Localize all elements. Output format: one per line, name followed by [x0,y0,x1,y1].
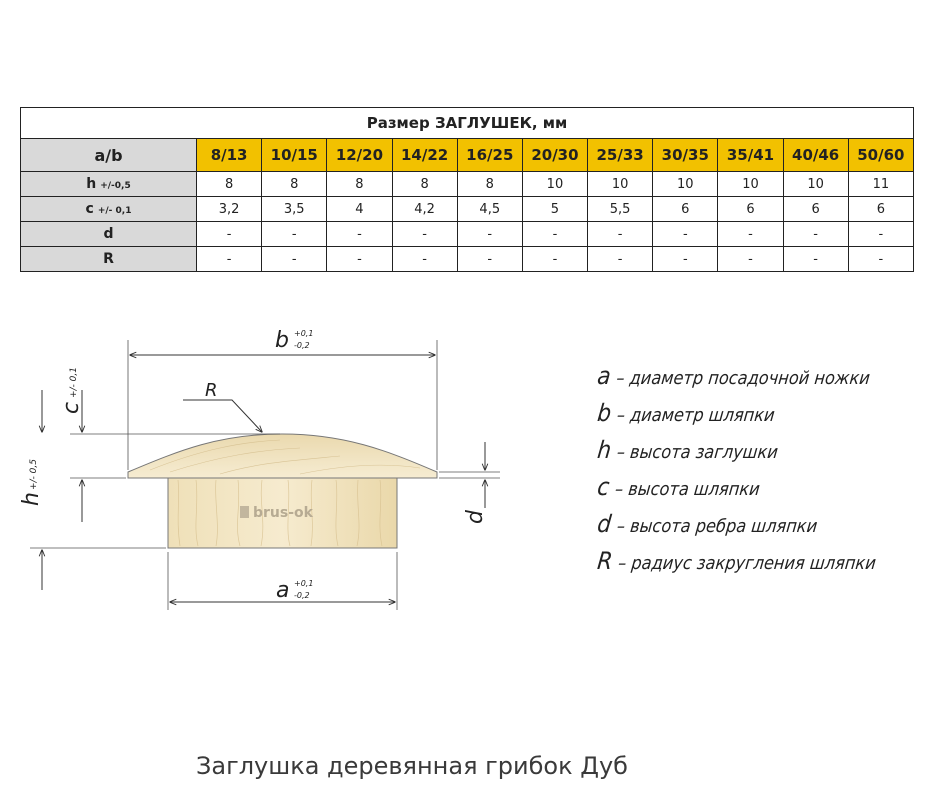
b-tol-bottom: -0,2 [294,341,310,350]
size-header: 20/30 [522,139,587,172]
table-cell: 3,5 [262,197,327,222]
size-header: 40/46 [783,139,848,172]
d-label: d [463,510,488,524]
table-cell: 10 [718,172,783,197]
table-cell: - [588,222,653,247]
legend-text: – высота заглушки [615,442,779,463]
legend-item [595,362,877,399]
header-label: a/b [21,139,197,172]
table-cell: - [653,247,718,272]
legend-text: – высота шляпки [613,479,761,500]
legend-text: – высота ребра шляпки [615,516,819,537]
table-cell: 10 [522,172,587,197]
size-header: 50/60 [848,139,913,172]
size-header: 14/22 [392,139,457,172]
legend-symbol: a [596,362,613,390]
a-tol-bottom: -0,2 [294,591,310,600]
size-header: 12/20 [327,139,392,172]
c-label: c [59,401,84,414]
row-label [21,222,197,247]
table-cell: 6 [783,197,848,222]
table-cell: - [718,247,783,272]
legend-text: – диаметр посадочной ножки [615,368,872,389]
row-tolerance: +/- 0,1 [97,206,132,216]
table-cell: 8 [197,172,262,197]
table-cell: 4 [327,197,392,222]
table-cell: 6 [848,197,913,222]
table-cell: - [197,222,262,247]
product-caption: Заглушка деревянная грибок Дуб [196,752,628,780]
size-header: 16/25 [457,139,522,172]
legend-symbol: h [596,436,613,464]
r-leader-line [183,400,262,432]
table-cell: - [197,247,262,272]
table-cell: 8 [327,172,392,197]
size-header: 25/33 [588,139,653,172]
r-label: R [205,380,218,401]
legend-item [595,399,877,436]
table-cell: 6 [653,197,718,222]
size-header: 30/35 [653,139,718,172]
legend-symbol: b [596,399,613,427]
table-cell: 5 [522,197,587,222]
table-cell: 11 [848,172,913,197]
row-label-text: d [103,226,114,242]
row-label-text: h [86,176,97,192]
table-cell: - [588,247,653,272]
watermark-logo-icon [240,506,249,518]
size-header: 8/13 [197,139,262,172]
table-cell: 4,5 [457,197,522,222]
table-cell: - [262,247,327,272]
size-table [20,107,914,272]
legend-symbol: R [596,547,614,575]
a-tol-top: +0,1 [294,579,314,588]
table-cell: - [522,247,587,272]
table-row [21,222,914,247]
size-header: 10/15 [262,139,327,172]
table-cell: 5,5 [588,197,653,222]
legend-text: – радиус закругления шляпки [617,553,877,574]
row-label-text: c [85,201,94,217]
h-label: h [19,492,44,506]
legend-symbol: d [596,510,613,538]
table-cell: - [262,222,327,247]
table-cell: 3,2 [197,197,262,222]
row-label-text: R [103,251,114,267]
legend-text: – диаметр шляпки [615,405,776,426]
c-tol: +/- 0,1 [69,367,79,398]
row-label [21,197,197,222]
legend-symbol: c [596,473,611,501]
row-tolerance: +/-0,5 [100,181,131,191]
table-cell: 8 [392,172,457,197]
table-cell: - [457,222,522,247]
table-cell: 10 [783,172,848,197]
table-cell: 8 [457,172,522,197]
table-cell: 6 [718,197,783,222]
watermark: brus-ok [253,505,313,521]
size-header: 35/41 [718,139,783,172]
table-cell: 10 [653,172,718,197]
legend-item [595,510,877,547]
b-tol-top: +0,1 [294,329,314,338]
table-cell: - [783,247,848,272]
legend-item [595,436,877,473]
table-cell: - [457,247,522,272]
cap-diagram [0,310,520,620]
table-cell: - [392,222,457,247]
table-row [21,197,914,222]
table-row [21,247,914,272]
table-cell: - [522,222,587,247]
legend [597,362,876,584]
table-cell: - [392,247,457,272]
legend-item [595,473,877,510]
table-cell: 8 [262,172,327,197]
h-tol: +/- 0,5 [29,459,39,490]
table-cell: - [848,247,913,272]
table-row [21,172,914,197]
row-label [21,247,197,272]
row-label [21,172,197,197]
legend-item [595,547,877,584]
table-cell: - [327,222,392,247]
table-title: Размер ЗАГЛУШЕК, мм [21,108,914,139]
a-label: a [276,578,290,603]
b-label: b [275,328,289,353]
table-cell: - [327,247,392,272]
table-cell: - [848,222,913,247]
table-cell: - [653,222,718,247]
table-cell: - [783,222,848,247]
cap-shape [128,434,437,478]
table-cell: 4,2 [392,197,457,222]
table-cell: 10 [588,172,653,197]
table-cell: - [718,222,783,247]
